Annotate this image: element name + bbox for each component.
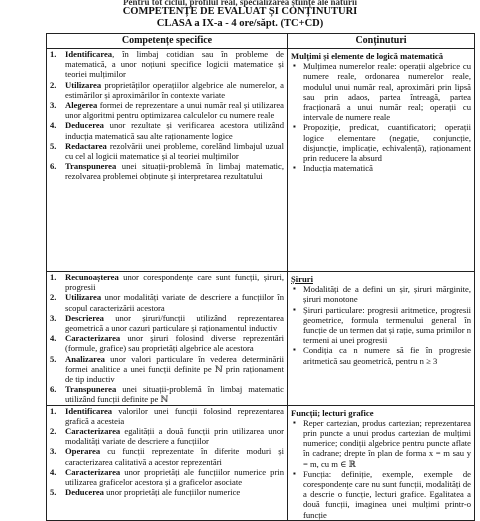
competente-cell — [47, 49, 288, 272]
competenta-item — [50, 384, 284, 404]
continut-list — [291, 61, 471, 173]
competenta-keyword: Caracterizarea — [65, 426, 121, 437]
competenta-text — [65, 333, 284, 353]
competenta-item — [50, 292, 284, 312]
competenta-number: 3. — [50, 446, 57, 457]
continuturi-cell — [288, 272, 475, 406]
competenta-item — [50, 487, 284, 497]
competenta-description: unei situații-problemă în limbaj matematic utilizând funcții definite pe ℕ — [65, 384, 284, 405]
competenta-number: 2. — [50, 79, 57, 90]
continut-item: ▪ Inducția matematică — [303, 163, 471, 173]
competenta-keyword: Deducerea — [65, 120, 104, 131]
document-title: COMPETENȚE DE EVALUAT ȘI CONȚINUTURI — [122, 6, 358, 17]
competenta-text — [65, 49, 284, 80]
competenta-keyword: Recunoașterea — [65, 272, 119, 282]
competenta-keyword: Alegerea — [65, 100, 98, 111]
competenta-keyword: Analizarea — [65, 353, 105, 364]
competenta-description: unor proprietăți ale funcțiilor numerice — [103, 487, 241, 498]
competenta-description: valorilor unei funcții folosind reprezentarea grafică a acesteia — [65, 405, 284, 426]
competenta-number: 1. — [50, 49, 57, 59]
continut-item: ▪ Condiția ca n numere să fie în progresie aritmetică sau geometrică, pentru n ≥ 3 — [303, 345, 471, 365]
competenta-number: 6. — [50, 161, 57, 172]
competenta-description: egalității a două funcții prin utilizarea unor modalități variate de descriere a funcțiilor — [65, 426, 284, 447]
competenta-description: unor șiruri folosind diverse reprezentări (formule, grafice) sau proprietăți algebrice ale acestora — [65, 333, 284, 354]
competenta-item — [50, 426, 284, 446]
competenta-text — [65, 161, 284, 181]
competenta-item — [50, 100, 284, 120]
competenta-description: unor valori particulare în vederea determinării formei analitice a unei funcții definite pe ℕ prin raționament de tip inductiv — [65, 353, 284, 385]
competenta-text — [65, 80, 284, 100]
competenta-text — [65, 120, 284, 140]
competenta-number: 2. — [50, 426, 57, 437]
competenta-keyword: Utilizarea — [65, 79, 102, 90]
competenta-text — [65, 313, 284, 333]
competente-cell — [47, 272, 288, 406]
competenta-item — [50, 161, 284, 181]
competenta-description: unor rezultate și verificarea acestora utilizând inducția matematică sau alte raționamente logice — [65, 120, 284, 141]
competenta-description: unei situații-problemă în limbaj matematic, rezolvarea problemei obținute și interpretarea rezultatului — [65, 161, 284, 182]
document-subtitle: CLASA a IX-a - 4 ore/săpt. (TC+CD) — [156, 18, 324, 29]
competenta-number: 1. — [50, 405, 57, 416]
competenta-item — [50, 141, 284, 161]
continut-title: Șiruri — [291, 274, 313, 284]
competenta-number: 4. — [50, 333, 57, 344]
continut-item: ▪ Propoziție, predicat, cuantificatori; operații logice elementare (negație, conjuncție, disjuncție, implicație, echivalență), raționament prin reducere la absurd — [303, 122, 471, 163]
competenta-text — [65, 354, 284, 385]
competenta-item — [50, 272, 284, 292]
competenta-item — [50, 80, 284, 100]
competenta-description: cu funcții reprezentate în diferite moduri și caracterizarea calitativă a acestor reprezentări — [65, 446, 284, 467]
competenta-keyword: Descrierea — [65, 312, 104, 323]
competenta-description: , în limbaj cotidian sau în probleme de matematică, a unor noțiuni specifice logicii matematice și teoriei mulțimilor — [65, 49, 284, 80]
table-row — [47, 49, 475, 272]
competenta-description: unor corespondențe care sunt funcții, șiruri, progresii — [65, 272, 284, 293]
competenta-keyword: Operarea — [65, 446, 101, 457]
competenta-keyword: Utilizarea — [65, 292, 102, 303]
competenta-text — [65, 272, 284, 292]
table-row — [47, 405, 475, 520]
competenta-number: 2. — [50, 292, 57, 303]
competenta-keyword: Identificarea — [65, 49, 113, 59]
continut-item: ▪ Reper cartezian, produs cartezian; reprezentarea prin puncte a unui produs cartezian de mulțimi numerice; condiții algebrice pentru puncte aflate în cadrane; drepte în plan de forma x = m sau y = m, cu m ∈ ℝ — [303, 418, 471, 469]
top-line: Pentru tot ciclul, profilul real, specializarea științe ale naturii — [123, 0, 357, 7]
competenta-number: 1. — [50, 272, 57, 282]
competenta-text — [65, 100, 284, 120]
competenta-item — [50, 333, 284, 353]
competenta-keyword: Redactarea — [65, 140, 107, 151]
competenta-description: unor modalități variate de descriere a funcțiilor în scopul caracterizării acestora — [65, 292, 284, 313]
continut-item: ▪ Șiruri particulare: progresii aritmetice, progresii geometrice, formula termenului general în funcție de un termen dat și rație, suma primilor n termeni ai unei progresii — [303, 305, 471, 346]
competenta-description: proprietăților operațiilor algebrice ale numerelor, a estimărilor și aproximărilor în contexte variate — [65, 79, 284, 100]
competenta-description: formei de reprezentare a unui număr real și utilizarea unor algoritmi pentru optimizarea calculelor cu numere reale — [65, 100, 284, 121]
continut-list — [291, 284, 471, 366]
table-header-row — [47, 34, 475, 49]
continut-item: ▪ Modalități de a defini un șir, șiruri mărginite, șiruri monotone — [303, 284, 471, 304]
competenta-number: 3. — [50, 312, 57, 323]
competenta-number: 5. — [50, 353, 57, 364]
competenta-text — [65, 426, 284, 446]
competenta-item — [50, 313, 284, 333]
competenta-number: 4. — [50, 466, 57, 477]
competenta-keyword: Transpunerea — [65, 384, 117, 395]
competenta-text — [65, 467, 284, 487]
table-row — [47, 272, 475, 406]
competente-table — [46, 33, 475, 521]
competenta-item — [50, 446, 284, 466]
continut-item: ▪ Mulțimea numerelor reale: operații algebrice cu numere reale, ordonarea numerelor reale, modulul unui număr real, aproximări prin lipsă sau prin adaos, partea întreagă, partea fracționară a unui număr real; operații cu intervale de numere reale — [303, 61, 471, 122]
competenta-text — [65, 141, 284, 161]
continuturi-cell — [288, 49, 475, 272]
competenta-keyword: Identificarea — [65, 405, 113, 416]
competenta-text — [65, 384, 284, 404]
competenta-text — [65, 487, 284, 497]
competenta-item — [50, 354, 284, 385]
competenta-number: 3. — [50, 100, 57, 111]
competenta-number: 4. — [50, 120, 57, 131]
continut-item: ▪ Funcția: definiție, exemple, exemple de corespondențe care nu sunt funcții, modalități de a descrie o funcție, lecturi grafice. Egalitatea a două funcții, imaginea unei mulțimi printr-o funcție — [303, 469, 471, 520]
competenta-keyword: Caracterizarea — [65, 333, 121, 344]
competenta-keyword: Transpunerea — [65, 161, 117, 172]
competenta-item — [50, 49, 284, 80]
competenta-item — [50, 467, 284, 487]
competenta-text — [65, 406, 284, 426]
competenta-description: unor șiruri/funcții utilizând reprezentarea geometrică a unor cazuri particulare și raționamentul inductiv — [65, 312, 284, 334]
continut-list — [291, 418, 471, 520]
competenta-text — [65, 292, 284, 312]
competenta-item — [50, 120, 284, 140]
header-competente: Competențe specifice — [47, 34, 288, 49]
continuturi-cell — [288, 405, 475, 520]
header-continuturi: Conținuturi — [288, 34, 475, 49]
competenta-number: 5. — [50, 140, 57, 151]
competenta-description: rezolvării unei probleme, corelând limbajul uzual cu cel al logicii matematice și al teoriei mulțimilor — [65, 140, 284, 162]
competenta-text — [65, 446, 284, 466]
competenta-keyword: Caracterizarea — [65, 466, 121, 477]
competenta-item — [50, 406, 284, 426]
continut-title: Mulțimi și elemente de logică matematică — [291, 51, 444, 61]
continut-title: Funcții; lecturi grafice — [291, 407, 374, 418]
competente-cell — [47, 405, 288, 520]
competenta-number: 5. — [50, 487, 57, 498]
competenta-number: 6. — [50, 384, 57, 395]
competenta-description: unor proprietăți ale funcțiilor numerice prin utilizarea graficelor acestora și a graficelor asociate — [65, 466, 284, 488]
competenta-keyword: Deducerea — [65, 487, 104, 498]
